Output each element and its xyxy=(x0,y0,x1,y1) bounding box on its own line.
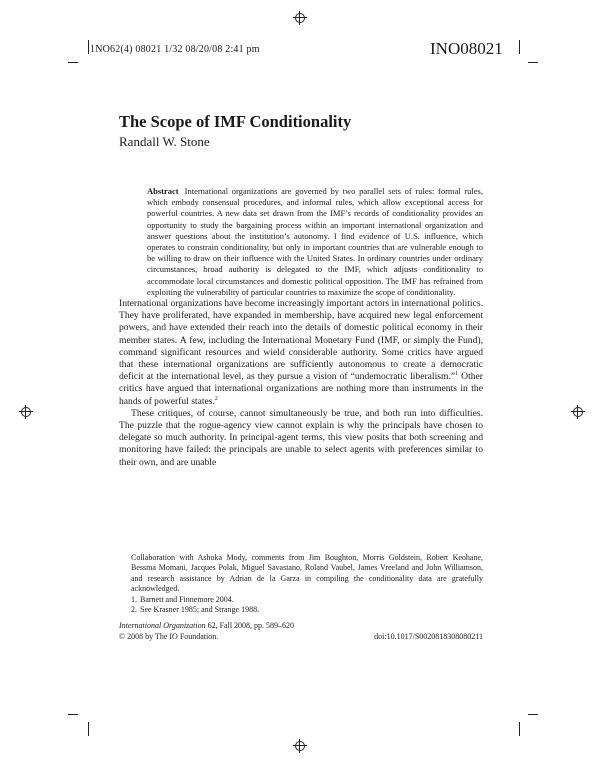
acknowledgment-note: Collaboration with Ashoka Mody, comments from Jim Boughton, Morris Goldstein, Robert Keohane, Bessma Momani, Jacques Polak, Miguel Savastano, Roland Vaubel, James Vreeland and John Williamson, and research assistance by Adrian de la Garza in compiling the conditionality data are gratefully acknowledged. xyxy=(131,553,483,594)
crop-mark-bottom-right-h xyxy=(528,714,538,715)
crop-mark-bottom-left-v xyxy=(88,722,89,736)
journal-issue: 62, Fall 2008, pp. 589–620 xyxy=(205,621,295,630)
footnote-ref-1: 1 xyxy=(455,371,459,378)
footnote-2-text: See Krasner 1985; and Strange 1988. xyxy=(140,605,260,615)
doi: doi:10.1017/S0020818308080211 xyxy=(374,632,483,641)
registration-mark-top-icon xyxy=(294,12,306,24)
footnote-ref-2: 2 xyxy=(214,395,218,402)
registration-mark-bottom-icon xyxy=(294,740,306,752)
abstract-text: International organizations are governed by two parallel sets of rules: formal rules, which embody consensual procedures, and informal rules, which allow exceptional access for powerful countries. A new data set drawn from the IMF’s records of conditionality provides an opportunity to study the bargaining process within an important international organization and answer questions about the institution’s autonomy. I find evidence of U.S. influence, which operates to constrain conditionality, but only in important countries that are vulnerable enough to be willing to draw on their influence with the United States. In ordinary countries under ordinary circumstances, broad authority is delegated to the IMF, which adjusts conditionality to accommodate local circumstances and domestic political opposition. The IMF has refrained from exploiting the vulnerability of particular countries to maximize the scope of conditionality. xyxy=(147,186,483,297)
footnotes xyxy=(131,553,483,615)
journal-name: International Organization xyxy=(119,621,206,630)
article-title: The Scope of IMF Conditionality xyxy=(119,112,352,131)
document-code: INO08021 xyxy=(430,39,503,58)
footnote-2 xyxy=(131,605,483,615)
print-slug-line: 1NO62(4) 08021 1/32 08/20/08 2:41 pm xyxy=(90,44,260,55)
article-body xyxy=(119,298,483,469)
article-author: Randall W. Stone xyxy=(119,134,210,149)
registration-mark-right-icon xyxy=(572,406,584,418)
footnote-2-number: 2. xyxy=(131,605,137,615)
footnote-1-text: Barnett and Finnemore 2004. xyxy=(140,594,234,604)
body-paragraph-2: These critiques, of course, cannot simultaneously be true, and both run into difficulties. The puzzle that the rogue-agency view cannot explain is why the principals have chosen to delegate so much authority. In principal-agent terms, this view posits that both screening and monitoring have failed: the principals are unable to select agents with preferences similar to their own, and are unable xyxy=(119,407,483,468)
footnote-1 xyxy=(131,595,483,605)
abstract xyxy=(147,186,483,298)
crop-mark-top-right-h xyxy=(528,62,538,63)
crop-mark-top-right-v xyxy=(519,40,520,54)
crop-mark-bottom-left-h xyxy=(68,714,78,715)
copyright-notice: © 2008 by The IO Foundation. xyxy=(119,632,219,641)
crop-mark-top-left-h xyxy=(68,62,78,63)
footnote-1-number: 1. xyxy=(131,594,137,604)
journal-info xyxy=(119,620,483,642)
crop-mark-top-left-v xyxy=(88,40,89,54)
registration-mark-left-icon xyxy=(20,406,32,418)
body-paragraph-1 xyxy=(119,298,483,408)
body-paragraph-1-part-b: Other critics have argued that international organizations are nothing more than instruments in the hands of powerful states. xyxy=(119,371,483,407)
body-paragraph-1-part-a: International organizations have become increasingly important actors in international politics. They have proliferated, have expanded in membership, have acquired new legal enforcement powers, and have extended their reach into the details of domestic political economy in their member states. A few, including the International Monetary Fund (IMF, or simply the Fund), command significant resources and wield considerable authority. Some critics have argued that these international organizations are sufficiently autonomous to create a democratic deficit at the international level, as they pursue a vision of “undemocratic liberalism.” xyxy=(119,298,483,383)
abstract-label: Abstract xyxy=(147,186,179,196)
crop-mark-bottom-right-v xyxy=(519,722,520,736)
